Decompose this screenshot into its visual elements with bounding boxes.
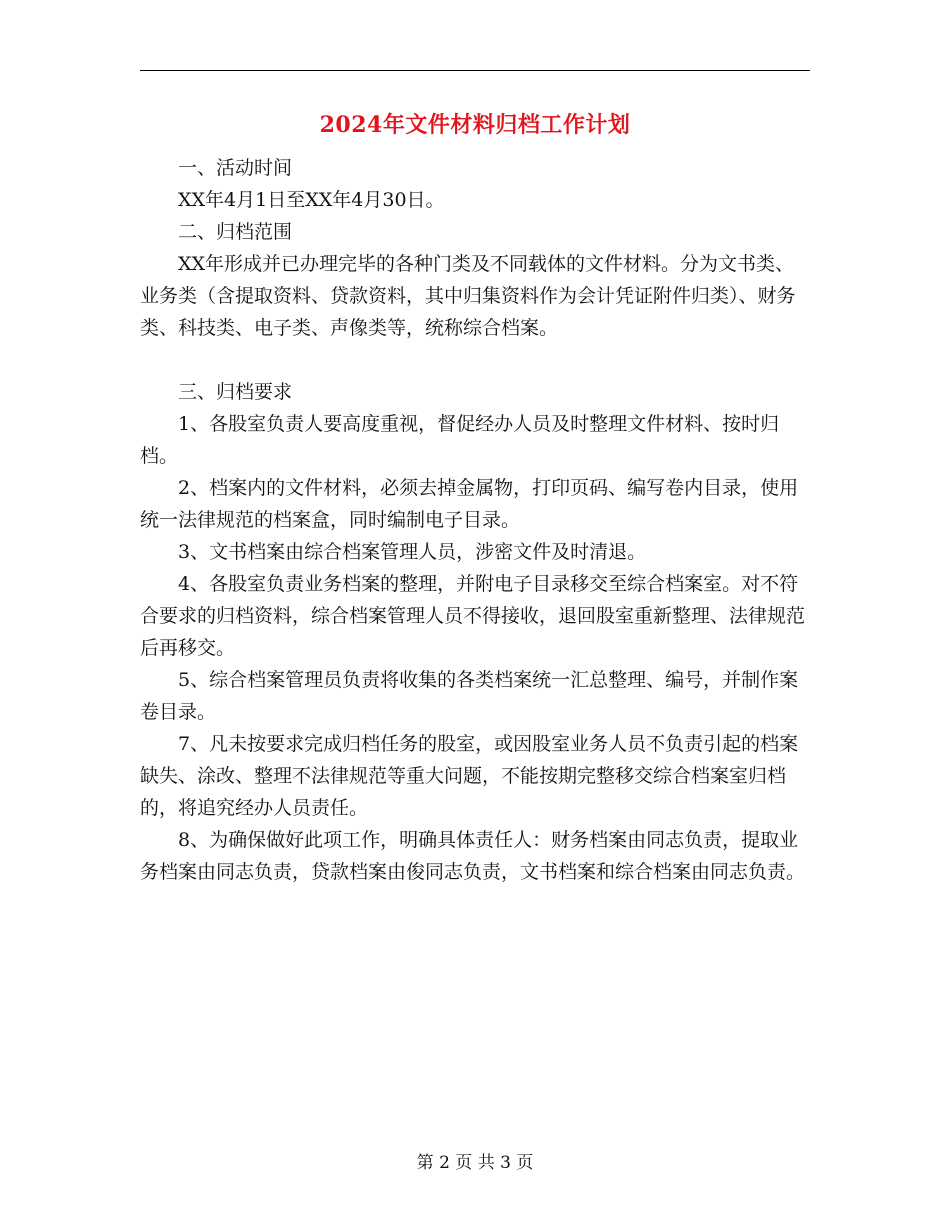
header-rule [140, 70, 810, 71]
requirement-item-7: 7、凡未按要求完成归档任务的股室，或因股室业务人员不负责引起的档案缺失、涂改、整理不法律规范等重大问题，不能按期完整移交综合档案室归档的，将追究经办人员责任。 [140, 733, 799, 819]
requirement-item-3: 3、文书档案由综合档案管理人员，涉密文件及时清退。 [178, 541, 647, 563]
paragraph-scope: XX年形成并已办理完毕的各种门类及不同载体的文件材料。分为文书类、业务类（含提取资料、贷款资料，其中归集资料作为会计凭证附件归类）、财务类、科技类、电子类、声像类等，统称综合档案。 [140, 253, 796, 339]
paragraph-time: XX年4月1日至XX年4月30日。 [178, 189, 445, 211]
requirement-item-5: 5、综合档案管理员负责将收集的各类档案统一汇总整理、编号，并制作案卷目录。 [140, 669, 799, 723]
document-title: 2024年文件材料归档工作计划 [319, 112, 631, 138]
requirement-item-4: 4、各股室负责业务档案的整理，并附电子目录移交至综合档案室。对不符合要求的归档资料，综合档案管理人员不得接收，退回股室重新整理、法律规范后再移交。 [140, 573, 806, 659]
requirement-item-8: 8、为确保做好此项工作，明确具体责任人：财务档案由同志负责，提取业务档案由同志负责，贷款档案由俊同志负责，文书档案和综合档案由同志负责。 [140, 829, 806, 883]
requirement-item-2: 2、档案内的文件材料，必须去掉金属物，打印页码、编写卷内目录，使用统一法律规范的档案盒，同时编制电子目录。 [140, 477, 799, 531]
section-heading-time: 一、活动时间 [178, 157, 293, 179]
document-body [140, 152, 812, 888]
page-number-footer: 第 2 页 共 3 页 [416, 1153, 534, 1173]
requirement-item-1: 1、各股室负责人要高度重视，督促经办人员及时整理文件材料、按时归档。 [140, 413, 780, 467]
section-heading-requirements: 三、归档要求 [178, 381, 293, 403]
section-heading-scope: 二、归档范围 [178, 221, 293, 243]
